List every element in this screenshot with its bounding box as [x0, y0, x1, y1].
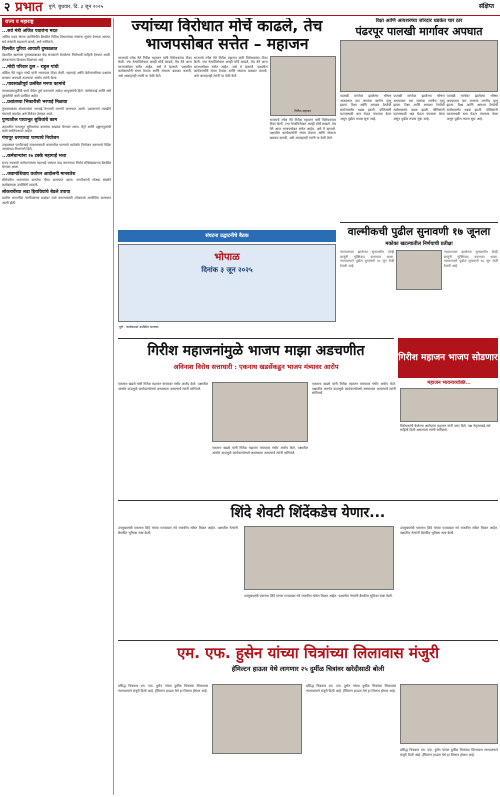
lead-body-col3: भाजपचे ज्येष्ठ नेते गिरीश महाजन यांनी विरोधकांवर टीका केली. ज्या नेत्यांविरोधात आम्ही मोर्चे काढले, तेच नेते आज भाजपसोबत सत्तेत आहेत, असे ते म्हणाले. पक्षातील कार्यकर्त्यांनी संयम ठेवावा आणि संघटना बळकट करावी, असे आवाहनही त्यांनी या वेळी केले.: [269, 117, 336, 140]
left-news-title: पुण्यातील पायाभूत सुविधांचे काम: [2, 118, 58, 124]
husain-headline: एम. एफ. हुसेन यांच्या चित्रांच्या लिलावास मंजुरी: [176, 644, 440, 662]
left-news-body: अजित पवार यांच्या उपस्थितीत बैठकीत विविध विभागांच्या मंत्र्यांना सूचना देण्यात आल्या. सर्व मंत्र्यांनी सहकार्य करावे, असे सांगितले.: [2, 35, 111, 45]
left-news-body: उन्हाळ्यात पाणीटंचाई टाळण्यासाठी धरणातील पाण्याचे काटेकोर नियोजन करण्याचे निर्देश जलसंपदा विभागाने दिले.: [2, 142, 111, 152]
left-news-body: पावसाळ्यापूर्वीची कामे वेळेत पूर्ण करण्याचे आदेश आयुक्तांनी दिले. नालेसफाई आणि रस्ते दुरुस्तीची कामे प्रलंबित आहेत.: [2, 89, 111, 98]
girish-side-headline: गिरीश महाजन भाजप सोडणार: [398, 338, 498, 378]
left-news-body: देशातील खतांच्या पुरवठ्याबाबत केंद्र सरकारने घेतलेल्या निर्णयाची माहिती देण्यात आली. शेतकऱ्यांना दिलासा मिळणार आहे.: [2, 53, 111, 62]
husain-photo: [212, 684, 302, 754]
husain-body-col3: प्रसिद्ध चित्रकार एम. एफ. हुसेन यांच्या दुर्मीळ चित्रांच्या लिलावास न्यायालयाने मंजुरी दिली आहे. हॅमिल्टन हाऊस येथे हा लिलाव होणार आहे.: [400, 748, 498, 757]
portrait-caption: गिरीश महाजन: [294, 109, 312, 114]
girish-body-col2: एकनाथ खडसे यांनी गिरीश महाजन यांच्यावर गंभीर आरोप केले. पक्षातील अंतर्गत वादामुळे कार्यकर्त्यांमध्ये अस्वस्थता असल्याचे त्यांनी सांगितले.: [212, 446, 308, 455]
girish-story: [118, 338, 394, 378]
valmiki-subhead: मकोका खटल्यातील निर्णयाची प्रतीक्षा: [385, 241, 453, 248]
girish-subhead: अविनाश विरोध सत्ताधारी : एकनाथ खडसेंकडून भाजप मंत्र्यावर आरोप: [173, 362, 339, 371]
left-news-body: काँग्रेस नेते राहुल गांधी यांनी भाजपवर टीका केली. महागाई आणि बेरोजगारीच्या प्रश्नांवर सरकार अपयशी ठरल्याचा आरोप त्यांनी केला.: [2, 71, 111, 80]
left-news-item: [2, 172, 111, 188]
left-news-item: [2, 65, 111, 81]
left-news-title: ...प्रशांतच्या भिकारीशी भरपाई मिळावा: [2, 100, 68, 106]
event-photo: [118, 244, 336, 322]
husain-subhead: हॅमिल्टन हाऊस येथे लागणार २५ दुर्मीळ चित्रांवर खरेदीसाठी बोली: [231, 665, 385, 674]
girish-body-col1: एकनाथ खडसे यांनी गिरीश महाजन यांच्यावर गंभीर आरोप केले. पक्षातील अंतर्गत वादामुळे कार्यकर्त्यांमध्ये अस्वस्थता असल्याचे त्यांनी सांगितले.: [118, 382, 208, 391]
accident-body-col3: पालखी मार्गावर झालेल्या भीषण अपघातात चार जणांचा जागीच मृत्यू झाला. रिक्षा आणि आयशर टेम्पोची समोरासमोर धडक झाली. पोलिसांनी घटनास्थळी धाव घेऊन पंचनामा केला असून पुढील तपास सुरू आहे.: [446, 93, 498, 121]
husain-body-col2: प्रसिद्ध चित्रकार एम. एफ. हुसेन यांच्या दुर्मीळ चित्रांच्या लिलावास न्यायालयाने मंजुरी दिली आहे. हॅमिल्टन हाऊस येथे हा लिलाव होणार आहे.: [306, 684, 396, 693]
husain-story: [118, 640, 498, 680]
lead-body-col2: भाजपचे ज्येष्ठ नेते गिरीश महाजन यांनी विरोधकांवर टीका केली. ज्या नेत्यांविरोधात आम्ही मोर्चे काढले, तेच नेते आज भाजपसोबत सत्तेत आहेत, असे ते म्हणाले. पक्षातील कार्यकर्त्यांनी संयम ठेवावा आणि संघटना बळकट करावी, असे आवाहनही त्यांनी या वेळी केले.: [193, 55, 268, 78]
shinde-photo: [244, 526, 394, 590]
section-banner: संघटना उद्घाटनीचे बैठक: [118, 230, 336, 242]
accident-body-col1: पालखी मार्गावर झालेल्या भीषण अपघातात चार जणांचा जागीच मृत्यू झाला. रिक्षा आणि आयशर टेम्पोची समोरासमोर धडक झाली. पोलिसांनी घटनास्थळी धाव घेऊन पंचनामा केला असून पुढील तपास सुरू आहे.: [340, 93, 392, 121]
left-news-title: दिल्लीत युरिया आयाती दुष्काळात: [2, 46, 58, 52]
left-news-item: [2, 100, 111, 116]
newspaper-logo: प्रभात: [15, 0, 43, 15]
left-news-body: राज्य सरकारी कर्मचाऱ्यांच्या महागाई भत्त्यात वाढ करण्याचा निर्णय मंत्रिमंडळाच्या बैठकीत घेण्यात आला.: [2, 160, 111, 170]
lead-story: [118, 18, 336, 230]
lead-headline: ज्यांच्या विरोधात मोर्चे काढले, तेच भाजपसोबत सत्तेत – महाजन: [131, 18, 323, 53]
valmiki-body-col2: न्यायालयात झालेल्या सुनावणीत दोन्ही बाजूंनी युक्तिवाद करण्यात आला. न्यायालयाने पुढील सुनावणी १७ जून रोजी ठेवली आहे.: [443, 249, 498, 268]
girish-photo: [212, 382, 308, 442]
page-number: २: [4, 0, 11, 15]
event-caption: पुणे : कार्यक्रमात उपस्थित मान्यवर.: [119, 325, 160, 329]
valmiki-photo: [396, 250, 441, 290]
left-news-body: शहरातील पायाभूत सुविधांच्या कामांचा आढावा घेण्यात आला. मेट्रो आणि उड्डाणपुलांची कामे प्रगतिपथावर आहेत.: [2, 124, 111, 134]
left-news-title: गंगापूर धरणाच्या पाण्याचे नियोजन: [2, 136, 59, 141]
husain-painting-photo: [400, 684, 498, 744]
left-news-body: सीमेवरील जवानांच्या कार्याचा गौरव करण्यात आला. नागरिकांनी मोठ्या संख्येने कार्यक्रमाला उपस्थिती लावली.: [2, 178, 111, 188]
accident-kicker: रिक्षा आणि आयशरच्या जोरदार धडकेत चार ठार: [375, 18, 463, 24]
accident-headline: पंढरपूर पालखी मार्गावर अपघात: [355, 24, 483, 38]
left-news-title: ...मोदी परिवार ठूस – राहुल गांधी: [2, 64, 59, 70]
sidebox-body: विरोधकांनी केलेल्या आरोपांना महाजन यांनी उत्तर दिले. पक्ष नेतृत्वाकडे सर्व माहिती दिली असल्याचे त्यांनी सांगितले.: [400, 423, 491, 433]
sidebox-title: महाजन भावनाव्यक्ति...: [427, 380, 471, 386]
left-news-item: [2, 154, 111, 170]
masthead: [0, 0, 500, 16]
girish-body-col3: एकनाथ खडसे यांनी गिरीश महाजन यांच्यावर गंभीर आरोप केले. पक्षातील अंतर्गत वादामुळे कार्यकर्त्यांमध्ये अस्वस्थता असल्याचे त्यांनी सांगितले.: [312, 382, 396, 396]
left-news-item: [2, 29, 111, 45]
left-news-item: [2, 82, 111, 98]
portrait-photo: [270, 56, 336, 116]
left-news-title: ...सर्व मंत्री अजित पवारांना मदत: [2, 28, 58, 34]
left-column-header: राज्य व महाराष्ट्र: [2, 18, 111, 27]
pandharpur-accident-story: [340, 18, 498, 178]
mahajan-sidebox: [400, 380, 498, 498]
left-news-body: नुकसानग्रस्त शेतकऱ्यांना भरपाई देण्याची मागणी करण्यात आली. प्रशासनाने तातडीने पंचनामे करावेत असे निवेदन देण्यात आले.: [2, 106, 111, 116]
left-news-item: [2, 190, 111, 206]
left-news-item: [2, 118, 111, 134]
issue-date: पुणे, बुधवार, दि. ३ जून २०२५: [48, 4, 104, 11]
left-news-title: ...कर्मचाऱ्यांना १७ टक्के महागाई भत्ता: [2, 153, 67, 159]
left-news-body: ग्रामीण भागातील नागरिकांच्या प्रश्नांवर चर्चा करण्यासाठी लोकचर्चा आयोजित करण्यात आली होती.: [2, 196, 111, 205]
shinde-body-col2: उपमुख्यमंत्री एकनाथ शिंदे यांच्या गटाबाबत नवे राजकीय संकेत मिळत आहेत. पक्षातील नेत्यांनी बैठकीत भूमिका स्पष्ट केली.: [244, 594, 393, 598]
accident-photo: [340, 40, 498, 92]
husain-body-col1: प्रसिद्ध चित्रकार एम. एफ. हुसेन यांच्या दुर्मीळ चित्रांच्या लिलावास न्यायालयाने मंजुरी दिली आहे. हॅमिल्टन हाऊस येथे हा लिलाव होणार आहे.: [118, 684, 208, 693]
shinde-body-col1: उपमुख्यमंत्री एकनाथ शिंदे यांच्या गटाबाबत नवे राजकीय संकेत मिळत आहेत. पक्षातील नेत्यांनी बैठकीत भूमिका स्पष्ट केली.: [118, 526, 238, 535]
shinde-headline: शिंदे शेवटी शिंदेंकडेच येणार...: [230, 505, 386, 521]
valmiki-body-col1: न्यायालयात झालेल्या सुनावणीत दोन्ही बाजूंनी युक्तिवाद करण्यात आला. न्यायालयाने पुढील सुनावणी १७ जून रोजी ठेवली आहे.: [340, 249, 395, 268]
event-date: दिनांक ३ जून २०२५: [201, 264, 253, 274]
event-city: भोपाळ: [214, 252, 240, 263]
left-news-title: ...पावसाळीपूर्व प्रलंबित मनपा कामांचे: [2, 82, 66, 88]
section-title: संक्षिप्त: [478, 3, 494, 11]
girish-headline: गिरीश महाजनांमुळे भाजप माझा अडचणीत: [147, 343, 365, 359]
accident-body-col2: पालखी मार्गावर झालेल्या भीषण अपघातात चार जणांचा जागीच मृत्यू झाला. रिक्षा आणि आयशर टेम्पोची समोरासमोर धडक झाली. पोलिसांनी घटनास्थळी धाव घेऊन पंचनामा केला असून पुढील तपास सुरू आहे.: [393, 93, 445, 121]
left-news-item: [2, 136, 111, 152]
lead-body-col1: भाजपचे ज्येष्ठ नेते गिरीश महाजन यांनी विरोधकांवर टीका केली. ज्या नेत्यांविरोधात आम्ही मोर्चे काढले, तेच नेते आज भाजपसोबत सत्तेत आहेत, असे ते म्हणाले. पक्षातील कार्यकर्त्यांनी संयम ठेवावा आणि संघटना बळकट करावी, असे आवाहनही त्यांनी या वेळी केले.: [118, 55, 192, 78]
left-news-title: लोकचर्चेच्या लढा हिरावियांचे बेडले उपाया: [2, 189, 71, 195]
valmiki-headline: वाल्मीकची पुढील सुनावणी १७ जूनला: [347, 226, 491, 238]
shinde-body-col3: उपमुख्यमंत्री एकनाथ शिंदे यांच्या गटाबाबत नवे राजकीय संकेत मिळत आहेत. पक्षातील नेत्यांनी बैठकीत भूमिका स्पष्ट केली.: [400, 526, 498, 535]
shinde-story: [118, 500, 498, 522]
left-news-column: [2, 18, 114, 795]
left-news-title: ...जवानांशिवाय वर्धापन आदोलनी मानवतेश: [2, 171, 76, 177]
left-news-item: [2, 47, 111, 63]
sidebox-photo: [400, 388, 498, 422]
